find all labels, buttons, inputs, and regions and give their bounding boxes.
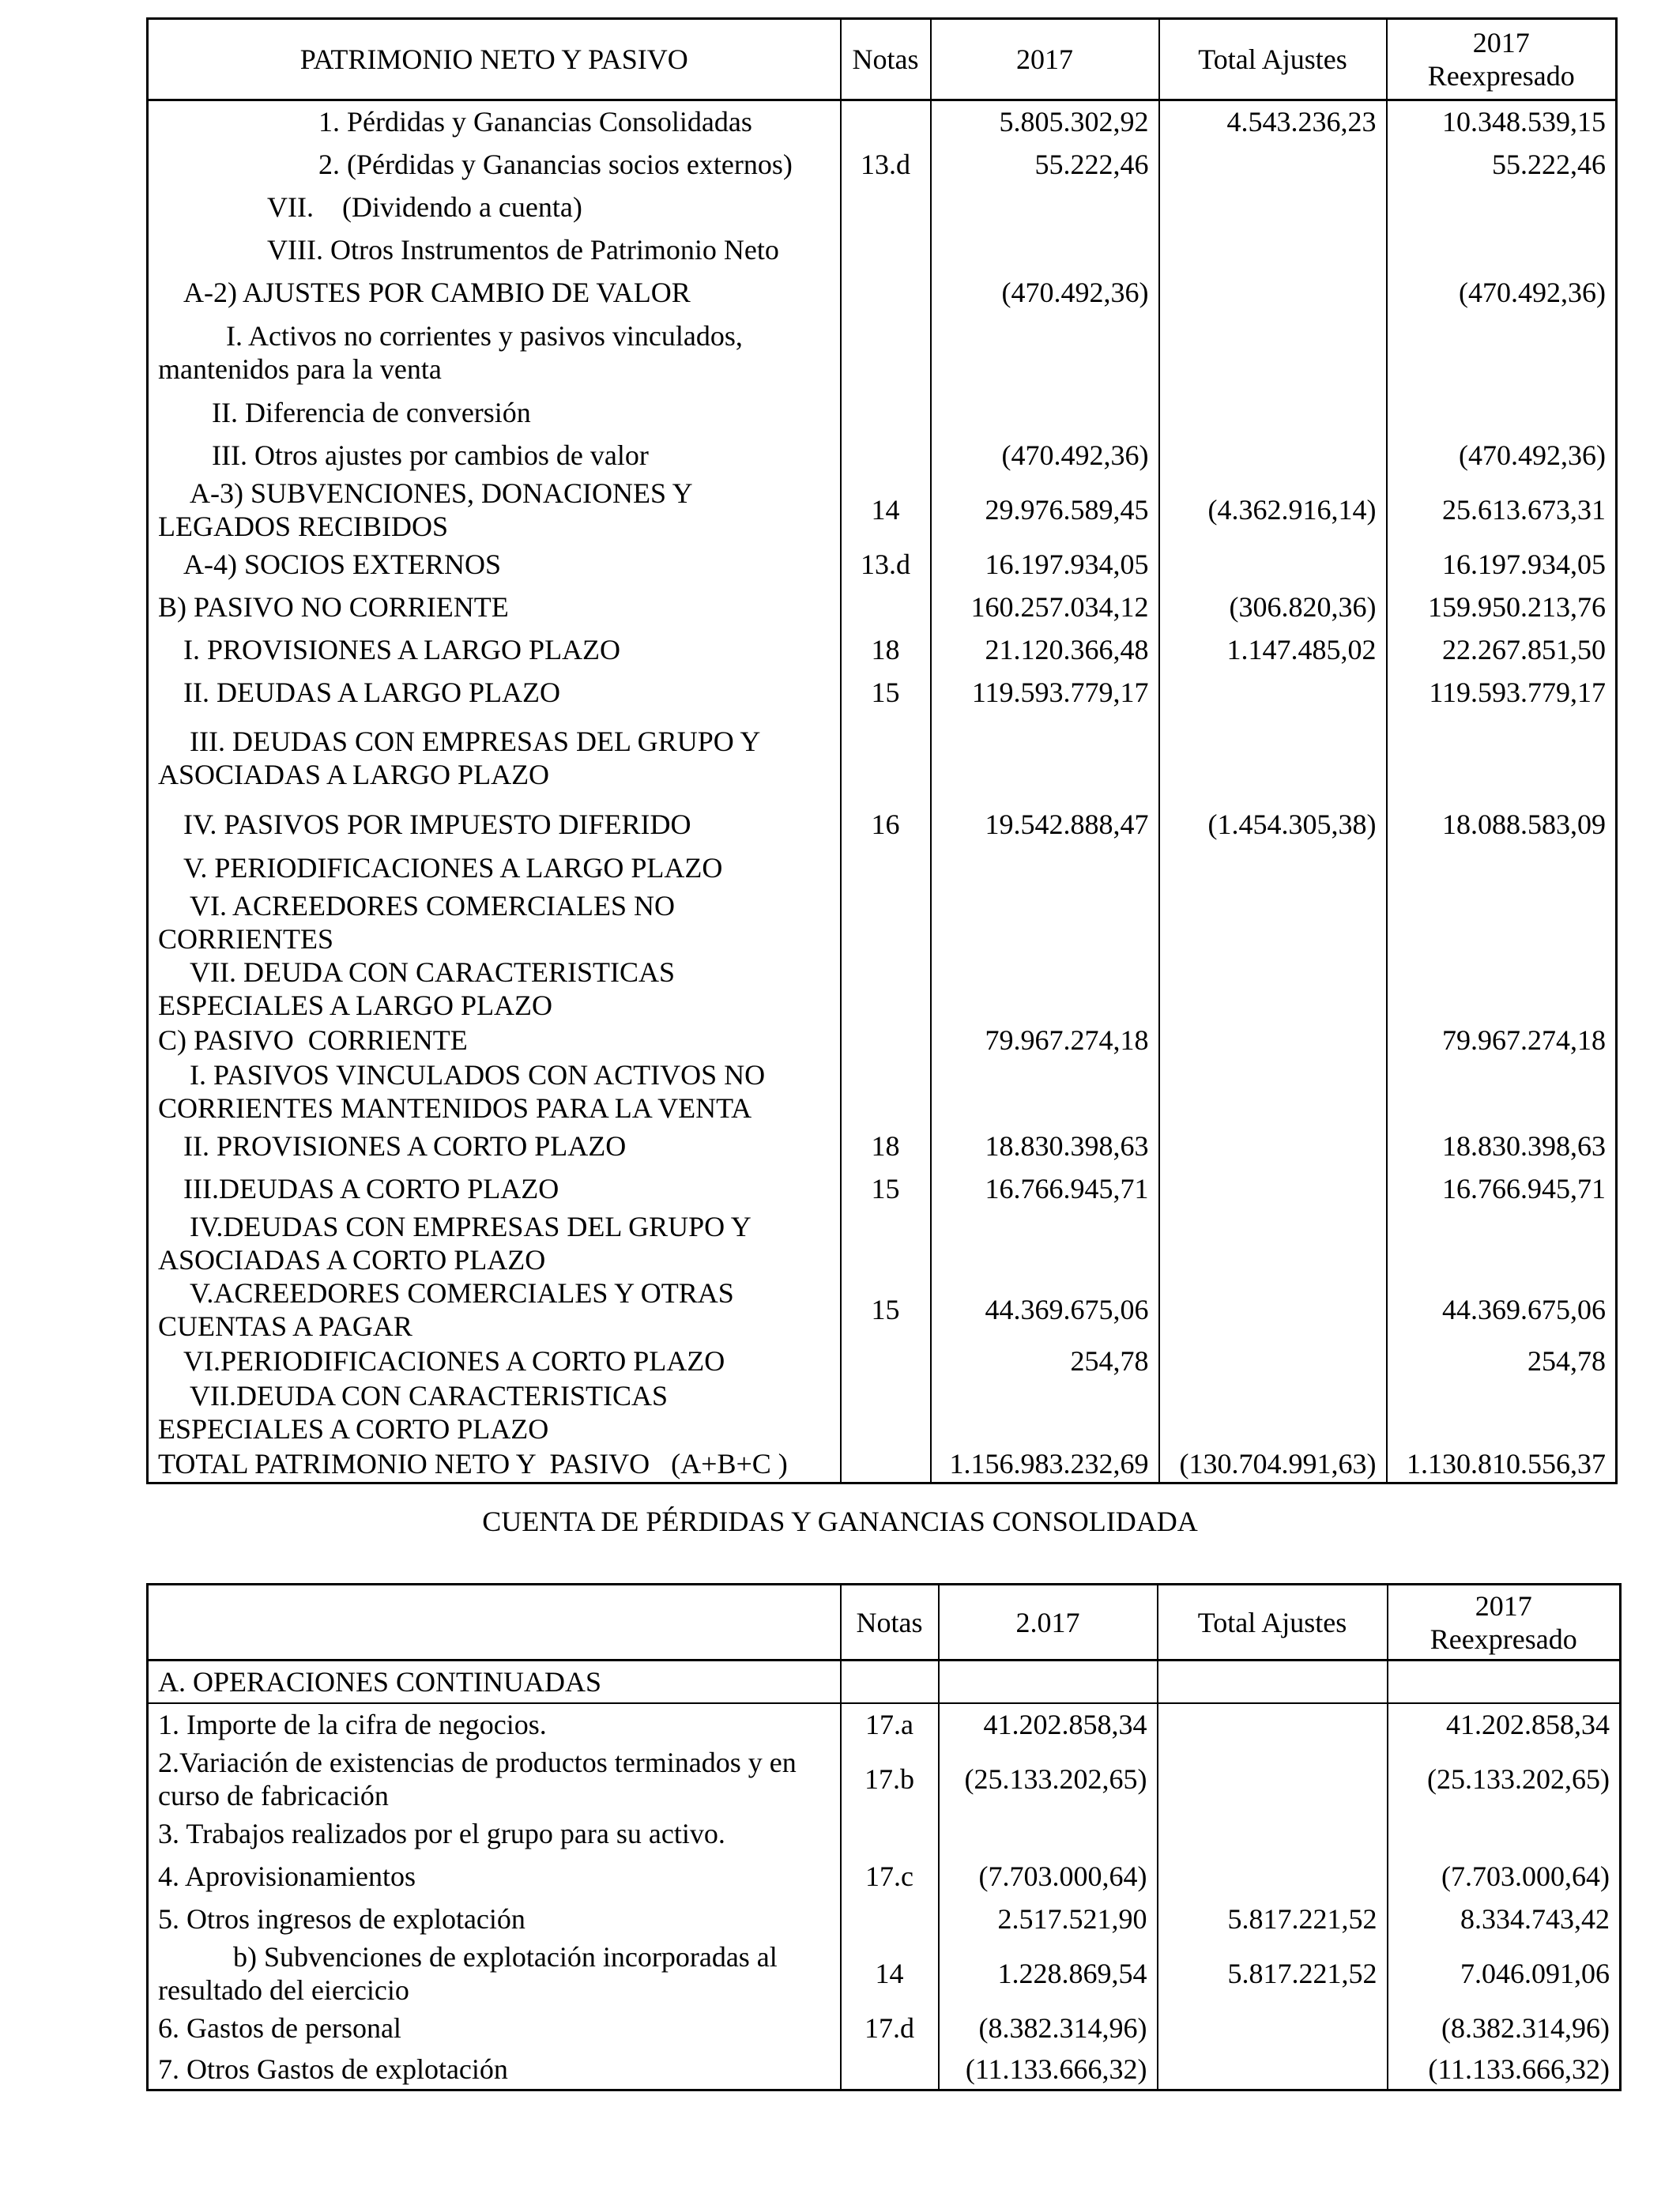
row-notas — [841, 1661, 939, 1703]
row-value-2017: 21.120.366,48 — [931, 628, 1159, 671]
table-row — [148, 477, 1617, 543]
row-value-ajustes: 5.817.221,52 — [1158, 1898, 1388, 1940]
row-label: VI. ACREEDORES COMERCIALES NO CORRIENTES — [148, 889, 841, 956]
row-value-reexpresado: (7.703.000,64) — [1388, 1855, 1621, 1898]
row-value-reexpresado: (470.492,36) — [1387, 271, 1617, 314]
row-value-reexpresado — [1387, 1210, 1617, 1276]
row-label: 2. (Pérdidas y Ganancias socios externos) — [148, 143, 841, 186]
row-value-reexpresado: (25.133.202,65) — [1388, 1746, 1621, 1812]
row-notas — [841, 186, 931, 228]
table-row — [148, 889, 1617, 956]
row-value-ajustes — [1159, 391, 1387, 434]
row-label: 4. Aprovisionamientos — [148, 1855, 841, 1898]
header-concept — [148, 1585, 841, 1661]
row-label: VII.DEUDA CON CARACTERISTICAS ESPECIALES A CORTO PLAZO — [148, 1379, 841, 1446]
row-value-reexpresado — [1387, 228, 1617, 271]
header-notas: Notas — [841, 19, 931, 100]
header-concept: PATRIMONIO NETO Y PASIVO — [148, 19, 841, 100]
pyg-table — [146, 1583, 1622, 2091]
row-notas — [841, 1343, 931, 1379]
table-row — [148, 434, 1617, 477]
row-value-reexpresado: 44.369.675,06 — [1387, 1276, 1617, 1343]
table-row — [148, 1167, 1617, 1210]
row-value-2017 — [931, 186, 1159, 228]
row-label: 7. Otros Gastos de explotación — [148, 2049, 841, 2090]
row-notas — [841, 1210, 931, 1276]
row-value-reexpresado: 159.950.213,76 — [1387, 586, 1617, 628]
row-value-ajustes: (306.820,36) — [1159, 586, 1387, 628]
row-value-ajustes — [1159, 271, 1387, 314]
row-value-ajustes: 5.817.221,52 — [1158, 1940, 1388, 2007]
row-label: 1. Importe de la cifra de negocios. — [148, 1703, 841, 1746]
header-reexpresado: 2017 Reexpresado — [1387, 19, 1617, 100]
row-value-reexpresado — [1387, 956, 1617, 1022]
row-value-ajustes — [1159, 1210, 1387, 1276]
row-value-ajustes — [1159, 889, 1387, 956]
row-value-2017: 19.542.888,47 — [931, 803, 1159, 846]
row-value-reexpresado: 16.766.945,71 — [1387, 1167, 1617, 1210]
row-label: A. OPERACIONES CONTINUADAS — [148, 1661, 841, 1703]
table-row — [148, 228, 1617, 271]
row-label: TOTAL PATRIMONIO NETO Y PASIVO (A+B+C ) — [148, 1446, 841, 1483]
row-notas — [841, 1898, 939, 1940]
table-row — [148, 1210, 1617, 1276]
row-value-2017 — [931, 1058, 1159, 1125]
row-notas — [841, 1446, 931, 1483]
row-value-ajustes — [1159, 1276, 1387, 1343]
row-value-2017: (25.133.202,65) — [939, 1746, 1158, 1812]
row-value-2017: 16.766.945,71 — [931, 1167, 1159, 1210]
row-label: III.DEUDAS A CORTO PLAZO — [148, 1167, 841, 1210]
row-value-ajustes — [1159, 671, 1387, 714]
row-value-2017 — [931, 1210, 1159, 1276]
row-value-2017 — [931, 391, 1159, 434]
row-value-reexpresado: 1.130.810.556,37 — [1387, 1446, 1617, 1483]
row-notas — [841, 889, 931, 956]
header-total-ajustes: Total Ajustes — [1158, 1585, 1388, 1661]
total-row — [148, 1446, 1617, 1483]
row-value-reexpresado — [1387, 1379, 1617, 1446]
row-value-ajustes — [1159, 956, 1387, 1022]
row-value-reexpresado — [1387, 889, 1617, 956]
row-notas: 13.d — [841, 543, 931, 586]
section-title: CUENTA DE PÉRDIDAS Y GANANCIAS CONSOLIDADA — [482, 1506, 1198, 1537]
row-value-reexpresado — [1387, 314, 1617, 391]
row-value-ajustes — [1158, 1703, 1388, 1746]
row-value-reexpresado: 41.202.858,34 — [1388, 1703, 1621, 1746]
row-value-reexpresado: 25.613.673,31 — [1387, 477, 1617, 543]
row-value-2017 — [931, 228, 1159, 271]
table-row — [148, 671, 1617, 714]
row-notas — [841, 434, 931, 477]
row-notas — [841, 956, 931, 1022]
header-reexpresado: 2017 Reexpresado — [1388, 1585, 1621, 1661]
table-row — [148, 2007, 1621, 2049]
table-header-row — [148, 1585, 1621, 1661]
table-row — [148, 628, 1617, 671]
row-value-ajustes: 1.147.485,02 — [1159, 628, 1387, 671]
row-label: V.ACREEDORES COMERCIALES Y OTRAS CUENTAS A PAGAR — [148, 1276, 841, 1343]
table-row — [148, 1276, 1617, 1343]
row-value-reexpresado: 8.334.743,42 — [1388, 1898, 1621, 1940]
table-row — [148, 314, 1617, 391]
row-value-2017: 55.222,46 — [931, 143, 1159, 186]
row-label: C) PASIVO CORRIENTE — [148, 1022, 841, 1058]
row-value-ajustes — [1159, 1167, 1387, 1210]
row-value-ajustes — [1159, 1343, 1387, 1379]
row-label: VII. (Dividendo a cuenta) — [148, 186, 841, 228]
row-value-reexpresado: 7.046.091,06 — [1388, 1940, 1621, 2007]
row-value-2017 — [931, 889, 1159, 956]
balance-table — [146, 17, 1618, 1484]
table-row — [148, 100, 1617, 143]
row-value-ajustes — [1158, 1661, 1388, 1703]
row-value-2017: (7.703.000,64) — [939, 1855, 1158, 1898]
row-label: II. PROVISIONES A CORTO PLAZO — [148, 1125, 841, 1167]
row-value-2017: 44.369.675,06 — [931, 1276, 1159, 1343]
row-value-2017 — [931, 714, 1159, 803]
row-value-ajustes — [1158, 1746, 1388, 1812]
row-notas: 18 — [841, 1125, 931, 1167]
row-value-2017: 1.156.983.232,69 — [931, 1446, 1159, 1483]
table-row — [148, 846, 1617, 889]
table-row — [148, 714, 1617, 803]
row-label: V. PERIODIFICACIONES A LARGO PLAZO — [148, 846, 841, 889]
row-notas: 14 — [841, 477, 931, 543]
row-label: VII. DEUDA CON CARACTERISTICAS ESPECIALES A LARGO PLAZO — [148, 956, 841, 1022]
row-value-ajustes — [1159, 543, 1387, 586]
row-value-ajustes — [1158, 1855, 1388, 1898]
row-value-2017: (8.382.314,96) — [939, 2007, 1158, 2049]
row-label: 5. Otros ingresos de explotación — [148, 1898, 841, 1940]
row-value-2017 — [939, 1812, 1158, 1855]
row-notas: 15 — [841, 1167, 931, 1210]
row-notas — [841, 1379, 931, 1446]
row-notas — [841, 714, 931, 803]
row-notas: 14 — [841, 1940, 939, 2007]
row-value-reexpresado — [1387, 186, 1617, 228]
row-value-2017 — [931, 956, 1159, 1022]
row-value-reexpresado — [1387, 1058, 1617, 1125]
row-value-reexpresado: 18.088.583,09 — [1387, 803, 1617, 846]
row-value-ajustes — [1159, 434, 1387, 477]
row-label: VIII. Otros Instrumentos de Patrimonio Neto — [148, 228, 841, 271]
row-label: I. PROVISIONES A LARGO PLAZO — [148, 628, 841, 671]
table-row — [148, 1343, 1617, 1379]
row-label: 2.Variación de existencias de productos terminados y en curso de fabricación — [148, 1746, 841, 1812]
row-label: A-2) AJUSTES POR CAMBIO DE VALOR — [148, 271, 841, 314]
row-notas: 15 — [841, 671, 931, 714]
row-notas — [841, 586, 931, 628]
table-row — [148, 186, 1617, 228]
row-label: 1. Pérdidas y Ganancias Consolidadas — [148, 100, 841, 143]
header-total-ajustes: Total Ajustes — [1159, 19, 1387, 100]
row-label: II. DEUDAS A LARGO PLAZO — [148, 671, 841, 714]
row-notas — [841, 228, 931, 271]
row-label: II. Diferencia de conversión — [148, 391, 841, 434]
header-2017: 2017 — [931, 19, 1159, 100]
table-row — [148, 1379, 1617, 1446]
row-value-ajustes — [1158, 1812, 1388, 1855]
row-value-reexpresado — [1388, 1812, 1621, 1855]
row-value-2017: 254,78 — [931, 1343, 1159, 1379]
row-notas: 18 — [841, 628, 931, 671]
row-notas — [841, 271, 931, 314]
row-value-ajustes — [1159, 186, 1387, 228]
table-row — [148, 586, 1617, 628]
row-value-2017: (11.133.666,32) — [939, 2049, 1158, 2090]
row-value-2017: 1.228.869,54 — [939, 1940, 1158, 2007]
row-value-reexpresado: (470.492,36) — [1387, 434, 1617, 477]
row-value-reexpresado: 16.197.934,05 — [1387, 543, 1617, 586]
row-notas: 13.d — [841, 143, 931, 186]
row-value-2017: 41.202.858,34 — [939, 1703, 1158, 1746]
row-label: A-3) SUBVENCIONES, DONACIONES Y LEGADOS RECIBIDOS — [148, 477, 841, 543]
row-value-2017 — [931, 1379, 1159, 1446]
row-notas — [841, 314, 931, 391]
row-value-2017: 29.976.589,45 — [931, 477, 1159, 543]
row-value-ajustes — [1158, 2007, 1388, 2049]
table-row — [148, 1125, 1617, 1167]
row-value-ajustes — [1158, 2049, 1388, 2090]
row-value-reexpresado: 10.348.539,15 — [1387, 100, 1617, 143]
row-notas — [841, 846, 931, 889]
row-notas — [841, 1058, 931, 1125]
row-value-ajustes — [1159, 846, 1387, 889]
table-row — [148, 1855, 1621, 1898]
row-value-ajustes — [1159, 143, 1387, 186]
table-row — [148, 143, 1617, 186]
row-label: III. DEUDAS CON EMPRESAS DEL GRUPO Y ASOCIADAS A LARGO PLAZO — [148, 714, 841, 803]
table-row — [148, 1812, 1621, 1855]
row-value-2017: 79.967.274,18 — [931, 1022, 1159, 1058]
row-value-reexpresado: 119.593.779,17 — [1387, 671, 1617, 714]
table-row — [148, 543, 1617, 586]
row-notas — [841, 1022, 931, 1058]
row-value-reexpresado — [1388, 1661, 1621, 1703]
header-notas: Notas — [841, 1585, 939, 1661]
row-value-2017 — [931, 846, 1159, 889]
section-row — [148, 1661, 1621, 1703]
row-value-ajustes: (4.362.916,14) — [1159, 477, 1387, 543]
row-label: A-4) SOCIOS EXTERNOS — [148, 543, 841, 586]
row-value-ajustes — [1159, 1125, 1387, 1167]
row-notas: 17.d — [841, 2007, 939, 2049]
row-value-reexpresado: 254,78 — [1387, 1343, 1617, 1379]
table-row — [148, 2049, 1621, 2090]
row-value-reexpresado — [1387, 391, 1617, 434]
table-row — [148, 1703, 1621, 1746]
row-value-2017: 119.593.779,17 — [931, 671, 1159, 714]
row-label: 6. Gastos de personal — [148, 2007, 841, 2049]
row-value-ajustes: (130.704.991,63) — [1159, 1446, 1387, 1483]
row-value-2017: (470.492,36) — [931, 434, 1159, 477]
row-value-ajustes: (1.454.305,38) — [1159, 803, 1387, 846]
row-label: VI.PERIODIFICACIONES A CORTO PLAZO — [148, 1343, 841, 1379]
row-value-reexpresado: (8.382.314,96) — [1388, 2007, 1621, 2049]
table-row — [148, 271, 1617, 314]
row-value-2017 — [939, 1661, 1158, 1703]
row-value-reexpresado — [1387, 846, 1617, 889]
row-value-ajustes — [1159, 314, 1387, 391]
row-label: I. Activos no corrientes y pasivos vinculados, mantenidos para la venta — [148, 314, 841, 391]
row-value-2017: 160.257.034,12 — [931, 586, 1159, 628]
row-notas: 17.a — [841, 1703, 939, 1746]
row-value-reexpresado: 79.967.274,18 — [1387, 1022, 1617, 1058]
row-value-2017 — [931, 314, 1159, 391]
row-notas — [841, 391, 931, 434]
row-value-reexpresado: 18.830.398,63 — [1387, 1125, 1617, 1167]
row-notas — [841, 2049, 939, 2090]
row-label: IV. PASIVOS POR IMPUESTO DIFERIDO — [148, 803, 841, 846]
row-value-reexpresado: (11.133.666,32) — [1388, 2049, 1621, 2090]
table-row — [148, 956, 1617, 1022]
row-value-ajustes — [1159, 228, 1387, 271]
row-value-reexpresado — [1387, 714, 1617, 803]
row-value-ajustes — [1159, 1022, 1387, 1058]
table-row — [148, 1898, 1621, 1940]
row-label: B) PASIVO NO CORRIENTE — [148, 586, 841, 628]
row-value-reexpresado: 22.267.851,50 — [1387, 628, 1617, 671]
row-value-2017: 5.805.302,92 — [931, 100, 1159, 143]
table-row — [148, 1746, 1621, 1812]
row-value-ajustes — [1159, 1058, 1387, 1125]
row-notas — [841, 100, 931, 143]
row-value-2017: 16.197.934,05 — [931, 543, 1159, 586]
row-notas: 16 — [841, 803, 931, 846]
table-header-row — [148, 19, 1617, 100]
row-notas: 17.b — [841, 1746, 939, 1812]
row-value-ajustes — [1159, 1379, 1387, 1446]
row-value-ajustes: 4.543.236,23 — [1159, 100, 1387, 143]
table-row — [148, 1022, 1617, 1058]
row-notas — [841, 1812, 939, 1855]
row-value-2017: 18.830.398,63 — [931, 1125, 1159, 1167]
row-label: 3. Trabajos realizados por el grupo para su activo. — [148, 1812, 841, 1855]
row-label: I. PASIVOS VINCULADOS CON ACTIVOS NO CORRIENTES MANTENIDOS PARA LA VENTA — [148, 1058, 841, 1125]
table-row — [148, 1940, 1621, 2007]
row-value-reexpresado: 55.222,46 — [1387, 143, 1617, 186]
table-row — [148, 1058, 1617, 1125]
row-value-2017: 2.517.521,90 — [939, 1898, 1158, 1940]
row-notas: 17.c — [841, 1855, 939, 1898]
row-value-2017: (470.492,36) — [931, 271, 1159, 314]
row-label: b) Subvenciones de explotación incorporadas al resultado del eiercicio — [148, 1940, 841, 2007]
row-value-ajustes — [1159, 714, 1387, 803]
table-row — [148, 803, 1617, 846]
row-label: IV.DEUDAS CON EMPRESAS DEL GRUPO Y ASOCIADAS A CORTO PLAZO — [148, 1210, 841, 1276]
table-row — [148, 391, 1617, 434]
header-2017: 2.017 — [939, 1585, 1158, 1661]
row-label: III. Otros ajustes por cambios de valor — [148, 434, 841, 477]
row-notas: 15 — [841, 1276, 931, 1343]
